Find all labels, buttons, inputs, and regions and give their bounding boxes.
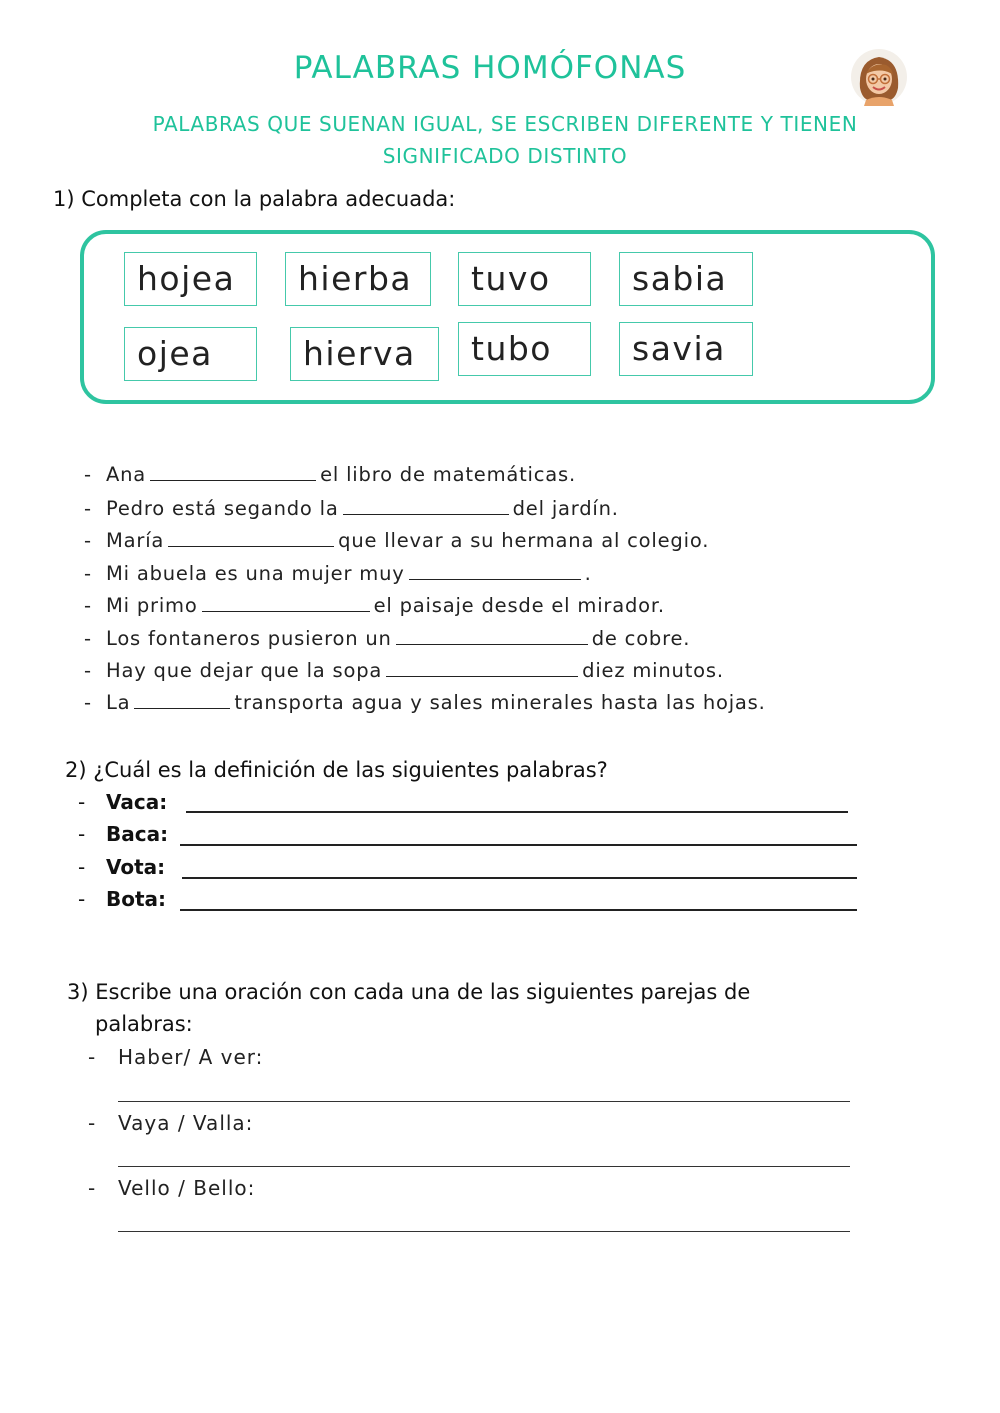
sentence-item: - María que llevar a su hermana al colegio.: [84, 529, 710, 552]
answer-blank[interactable]: [409, 561, 581, 580]
sentence-answer-line[interactable]: [118, 1101, 850, 1102]
definition-answer-line[interactable]: [182, 877, 857, 879]
teacher-avatar-icon: [850, 48, 908, 106]
answer-blank[interactable]: [343, 496, 509, 515]
word-box: hierva: [290, 327, 439, 381]
answer-blank[interactable]: [386, 658, 578, 677]
answer-blank[interactable]: [202, 593, 370, 612]
sentence-item: - Mi abuela es una mujer muy .: [84, 562, 592, 585]
definition-item: - Bota:: [78, 887, 167, 911]
sentence-answer-line[interactable]: [118, 1166, 850, 1167]
definition-item: - Baca:: [78, 822, 169, 846]
q1-heading: 1) Completa con la palabra adecuada:: [53, 187, 456, 211]
answer-blank[interactable]: [150, 462, 316, 481]
definition-answer-line[interactable]: [180, 844, 857, 846]
word-box: savia: [619, 322, 753, 376]
word-pair-item: - Vaya / Valla:: [88, 1111, 254, 1135]
sentence-item: - Ana el libro de matemáticas.: [84, 463, 577, 486]
subtitle: [60, 108, 950, 172]
page-title: PALABRAS HOMÓFONAS: [293, 50, 687, 86]
answer-blank[interactable]: [168, 528, 334, 547]
word-box: hierba: [285, 252, 431, 306]
sentence-item: - Mi primo el paisaje desde el mirador.: [84, 594, 665, 617]
definition-answer-line[interactable]: [186, 811, 848, 813]
definition-item: - Vaca:: [78, 790, 168, 814]
answer-blank[interactable]: [396, 626, 588, 645]
sentence-item: - Pedro está segando la del jardín.: [84, 497, 619, 520]
definition-item: - Vota:: [78, 855, 166, 879]
word-box: hojea: [124, 252, 257, 306]
word-pair-item: - Vello / Bello:: [88, 1176, 256, 1200]
answer-blank[interactable]: [134, 690, 230, 709]
subtitle-line-2: SIGNIFICADO DISTINTO: [382, 144, 628, 168]
word-box: tuvo: [458, 252, 591, 306]
word-pair-item: - Haber/ A ver:: [88, 1045, 264, 1069]
definition-answer-line[interactable]: [180, 909, 857, 911]
q3-heading: 3) Escribe una oración con cada una de las siguientes parejas de: [67, 980, 751, 1004]
subtitle-line-1: PALABRAS QUE SUENAN IGUAL, SE ESCRIBEN DIFERENTE Y TIENEN: [152, 112, 858, 136]
sentence-answer-line[interactable]: [118, 1231, 850, 1232]
word-box: tubo: [458, 322, 591, 376]
sentence-item: - Hay que dejar que la sopa diez minutos.: [84, 659, 724, 682]
sentence-item: - La transporta agua y sales minerales hasta las hojas.: [84, 691, 766, 714]
q2-heading: 2) ¿Cuál es la definición de las siguientes palabras?: [65, 758, 608, 782]
sentence-item: - Los fontaneros pusieron un de cobre.: [84, 627, 691, 650]
word-box: ojea: [124, 327, 257, 381]
word-box: sabia: [619, 252, 753, 306]
q3-heading-cont: palabras:: [95, 1012, 193, 1036]
